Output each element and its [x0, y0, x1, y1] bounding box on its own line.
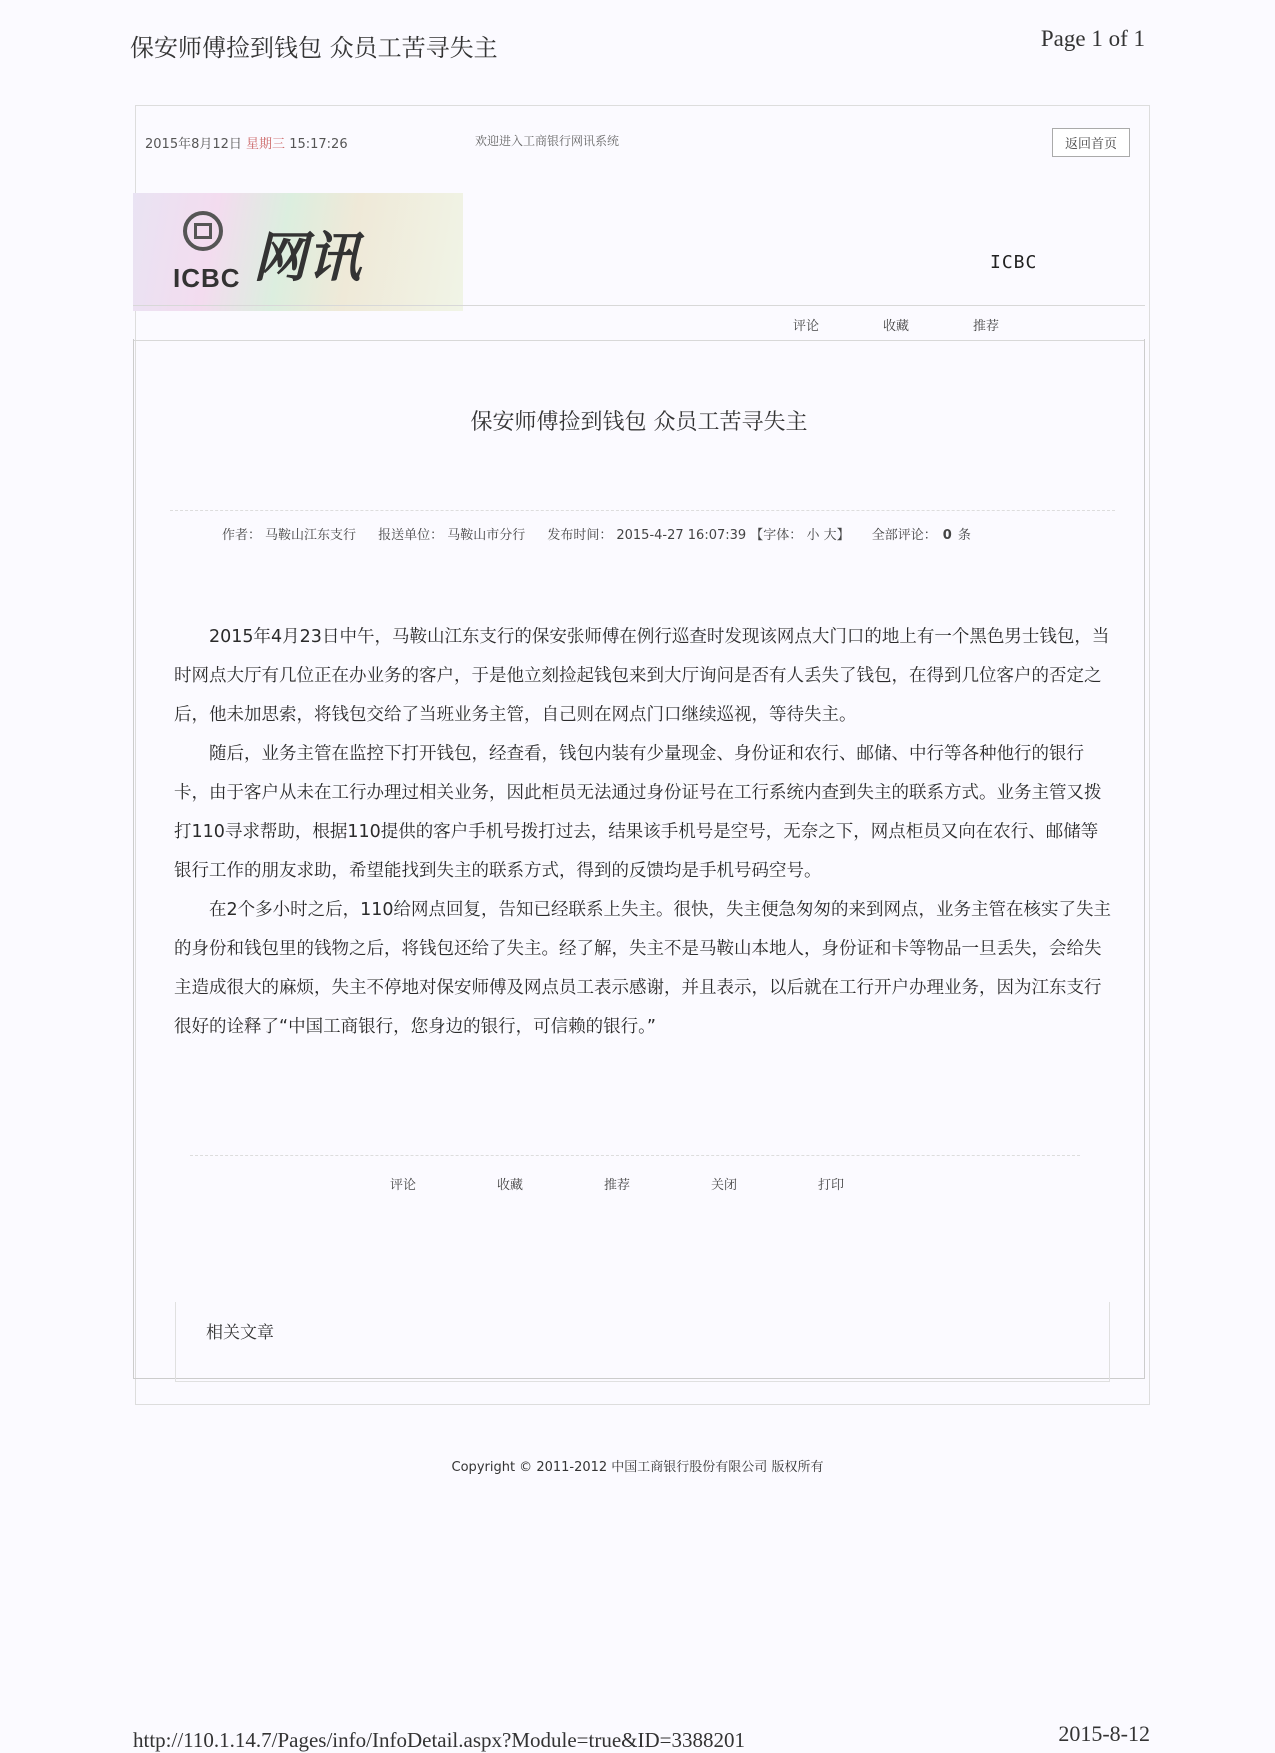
bottom-print-link[interactable]: 打印 — [818, 1178, 845, 1193]
bottom-favorite-link[interactable]: 收藏 — [497, 1178, 524, 1193]
font-large-link[interactable]: 大 — [823, 528, 837, 543]
font-size-label: 【字体： — [750, 528, 803, 543]
unit-label: 报送单位： — [378, 528, 444, 543]
welcome-text: 欢迎进入工商银行网讯系统 — [475, 134, 620, 148]
related-articles-box — [175, 1302, 1110, 1382]
top-comment-link[interactable]: 评论 — [793, 319, 820, 334]
icbc-logo-icon — [183, 211, 223, 251]
brand-label: ICBC — [990, 252, 1038, 273]
current-datetime — [145, 133, 348, 152]
current-date: 2015年8月12日 — [145, 137, 242, 152]
publish-time-value: 2015-4-27 16:07:39 — [616, 528, 747, 543]
current-time: 15:17:26 — [289, 137, 348, 152]
article-paragraph: 随后，业务主管在监控下打开钱包，经查看，钱包内装有少量现金、身份证和农行、邮储、中行等各种他行的银行卡，由于客户从未在工行办理过相关业务，因此柜员无法通过身份证号在工行系统内查到失主的联系方式。业务主管又拨打110寻求帮助，根据110提供的客户手机号拨打过去，结果该手机号是空号，无奈之下，网点柜员又向在农行、邮储等银行工作的朋友求助，希望能找到失主的联系方式，得到的反馈均是手机号码空号。 — [174, 744, 1102, 881]
top-recommend-link[interactable]: 推荐 — [973, 319, 1000, 334]
comments-count[interactable]: 0 — [942, 528, 952, 543]
copyright: Copyright © 2011-2012 中国工商银行股份有限公司 版权所有 — [451, 1460, 824, 1475]
comments-label: 全部评论： — [871, 528, 937, 543]
home-button[interactable]: 返回首页 — [1052, 128, 1130, 157]
top-favorite-link[interactable]: 收藏 — [883, 319, 910, 334]
related-articles-title: 相关文章 — [206, 1323, 274, 1343]
comments-unit: 条 — [957, 528, 971, 543]
print-header-title: 保安师傅捡到钱包 众员工苦寻失主 — [130, 34, 498, 62]
actions-divider — [190, 1155, 1080, 1156]
article-paragraph: 2015年4月23日中午，马鞍山江东支行的保安张师傅在例行巡查时发现该网点大门口的地上有一个黑色男士钱包，当时网点大厅有几位正在办业务的客户，于是他立刻捡起钱包来到大厅询问是否有人丢失了钱包，在得到几位客户的否定之后，他未加思索，将钱包交给了当班业务主管，自己则在网点门口继续巡视，等待失主。 — [174, 627, 1110, 725]
bottom-actions — [390, 1174, 925, 1193]
font-size-close: 】 — [836, 528, 850, 543]
article-meta — [222, 524, 971, 543]
meta-divider — [170, 510, 1115, 511]
article-title: 保安师傅捡到钱包 众员工苦寻失主 — [470, 410, 808, 435]
bottom-recommend-link[interactable]: 推荐 — [604, 1178, 631, 1193]
article-paragraph: 在2个多小时之后，110给网点回复，告知已经联系上失主。很快，失主便急匆匆的来到网点，业务主管在核实了失主的身份和钱包里的钱物之后，将钱包还给了失主。经了解，失主不是马鞍山本地人，身份证和卡等物品一旦丢失，会给失主造成很大的麻烦，失主不停地对保安师傅及网点员工表示感谢，并且表示，以后就在工行开户办理业务，因为江东支行很好的诠释了“中国工商银行，您身边的银行，可信赖的银行。” — [174, 900, 1112, 1037]
author-label: 作者： — [222, 528, 262, 543]
logo-text: ICBC — [173, 263, 241, 293]
author-value: 马鞍山江东支行 — [265, 528, 357, 543]
unit-value: 马鞍山市分行 — [447, 528, 526, 543]
top-bar — [145, 128, 1135, 154]
bottom-close-link[interactable]: 关闭 — [711, 1178, 738, 1193]
bottom-comment-link[interactable]: 评论 — [390, 1178, 417, 1193]
site-banner — [133, 193, 463, 311]
print-footer-url: http://110.1.14.7/Pages/info/InfoDetail.aspx?Module=true&ID=3388201 — [133, 1728, 745, 1752]
print-page-number: Page 1 of 1 — [1040, 26, 1145, 51]
article-body — [174, 618, 1114, 1047]
top-actions — [133, 305, 1145, 341]
publish-time-label: 发布时间： — [547, 528, 613, 543]
current-weekday: 星期三 — [246, 137, 286, 152]
print-footer-date: 2015-8-12 — [1058, 1721, 1150, 1746]
font-small-link[interactable]: 小 — [806, 528, 820, 543]
logo-title: 网讯 — [253, 225, 361, 289]
